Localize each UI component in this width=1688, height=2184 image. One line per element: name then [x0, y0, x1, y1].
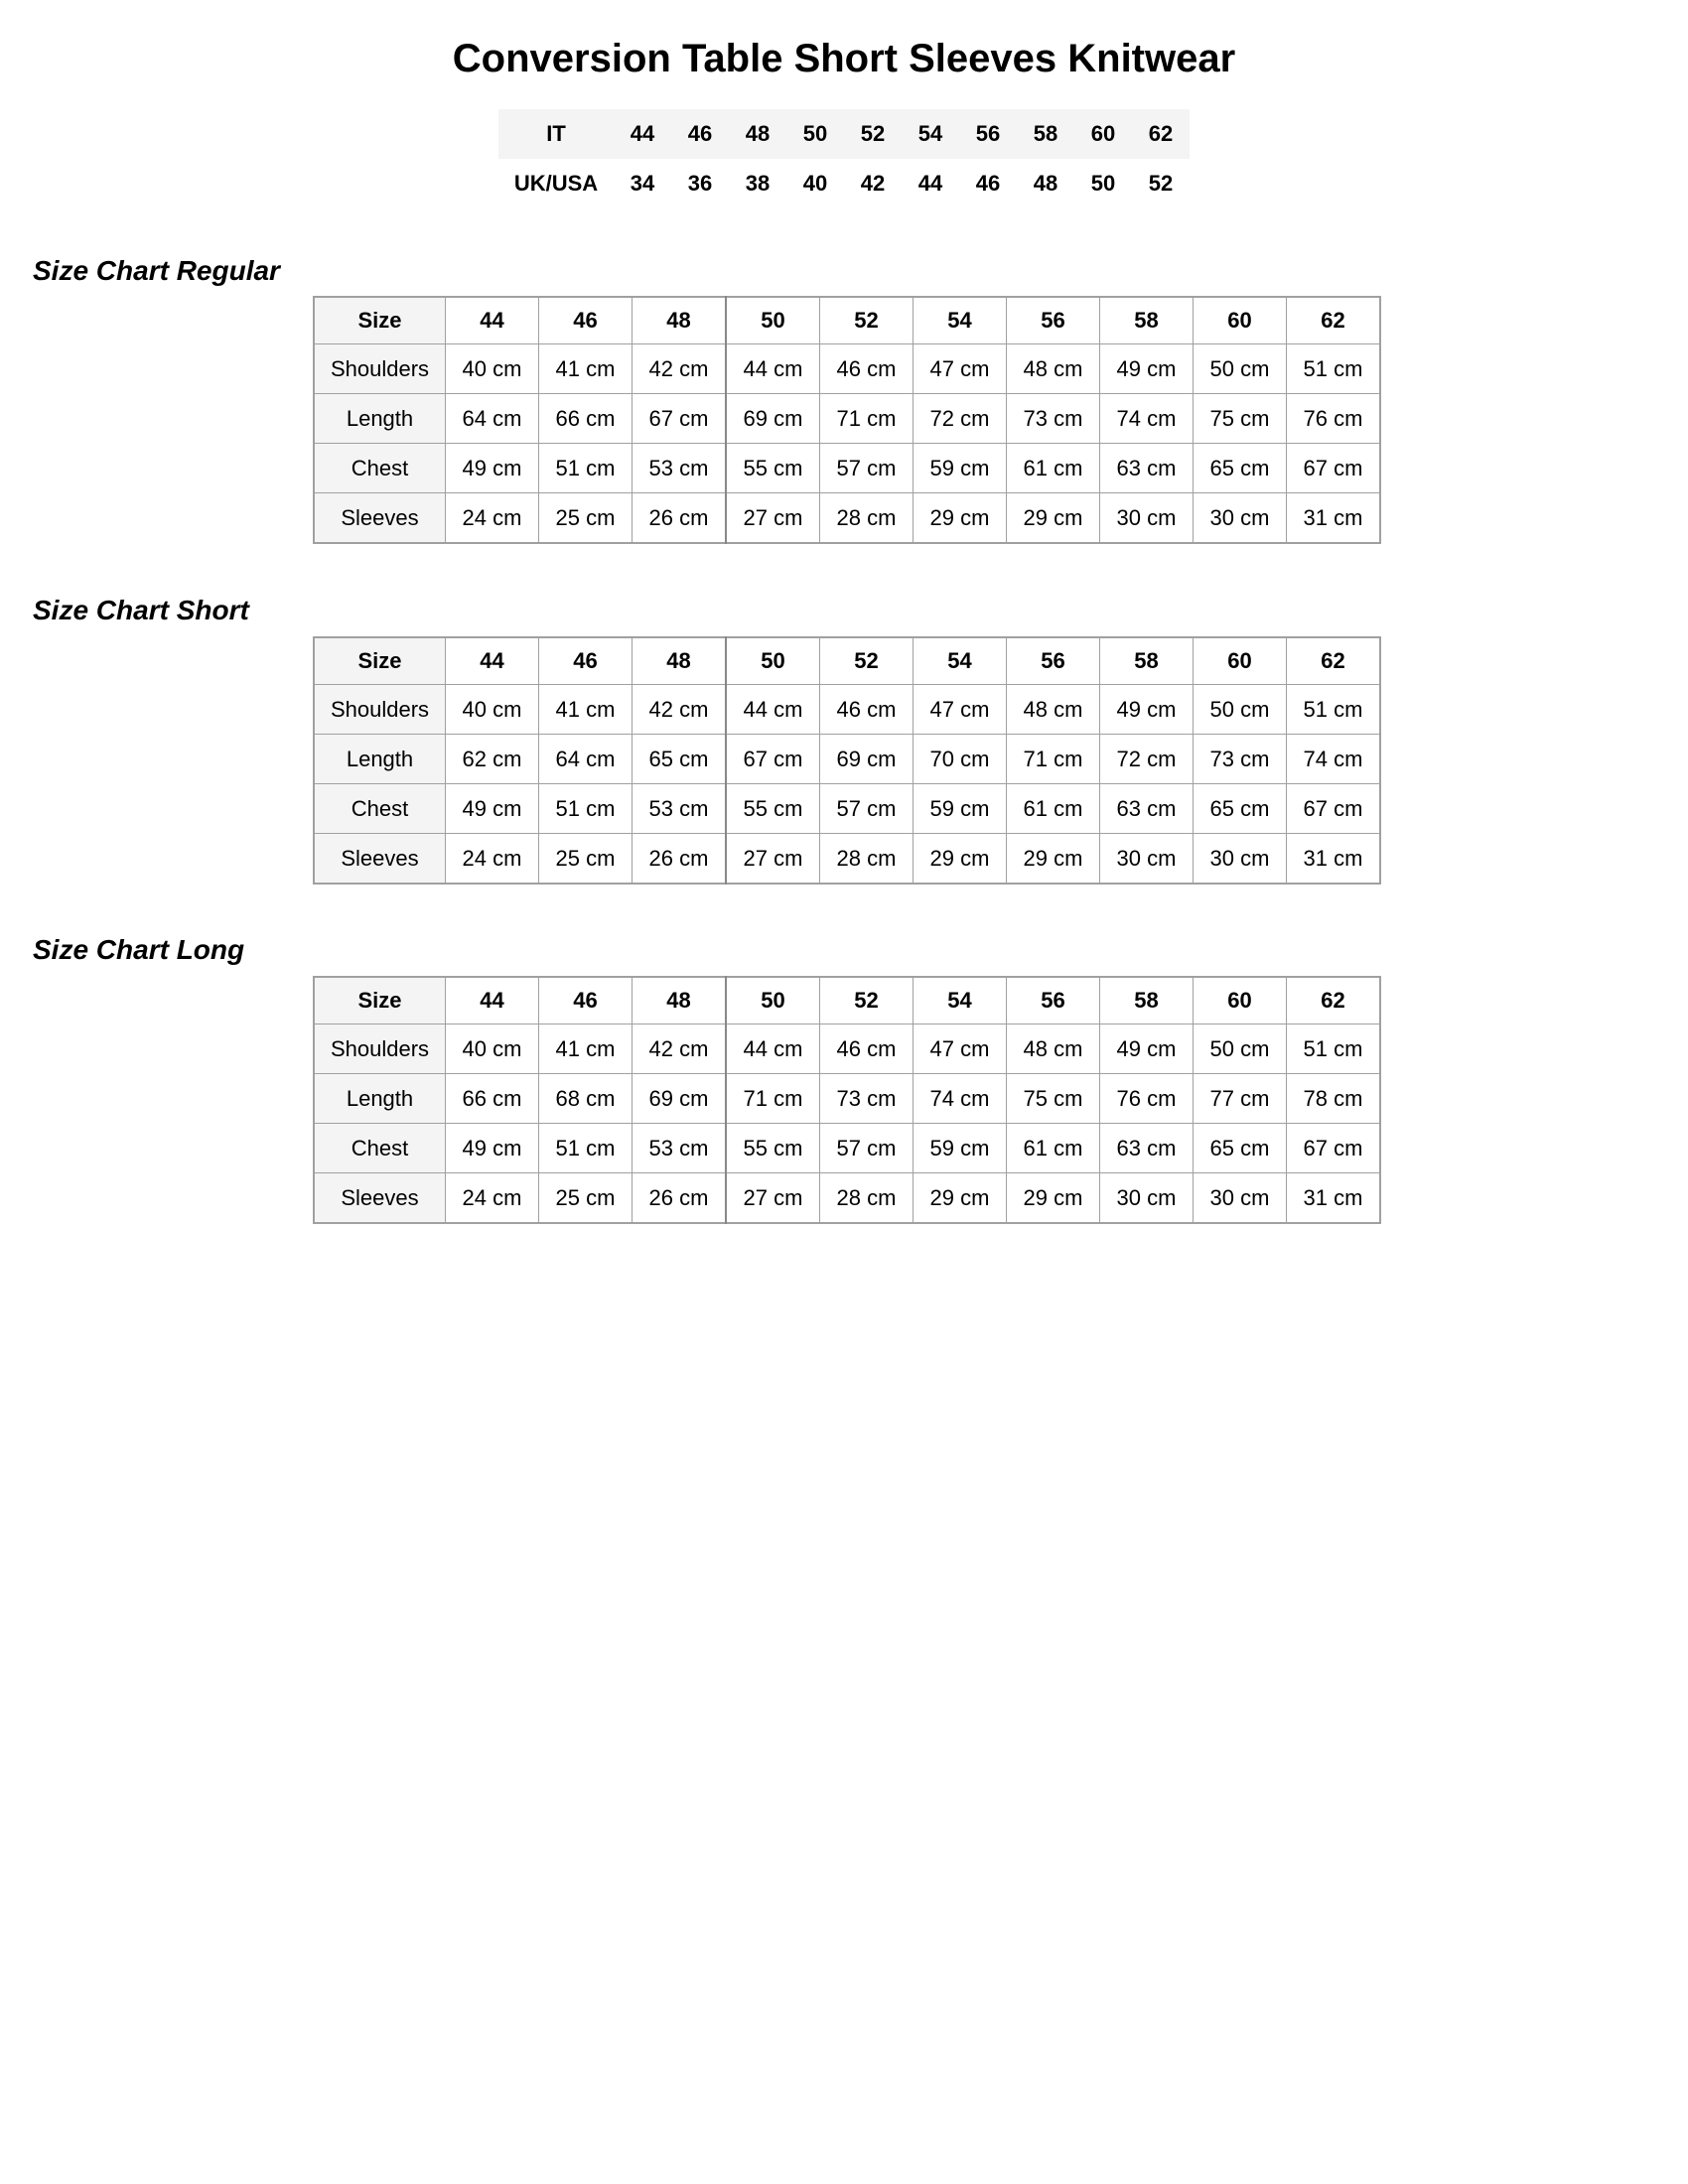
measurement-cell: 29 cm [914, 834, 1007, 885]
measurement-cell: 27 cm [726, 834, 820, 885]
measurement-cell: 73 cm [1007, 394, 1100, 444]
measurement-cell: 28 cm [820, 493, 914, 544]
measurement-cell: 29 cm [1007, 1173, 1100, 1224]
measurement-cell: 59 cm [914, 444, 1007, 493]
measurement-cell: 25 cm [539, 1173, 633, 1224]
measurement-cell: 24 cm [446, 493, 539, 544]
measurement-cell: 74 cm [1287, 735, 1381, 784]
measurement-cell: 47 cm [914, 685, 1007, 735]
measurement-cell: 55 cm [726, 444, 820, 493]
measurement-cell: 40 cm [446, 344, 539, 394]
row-label: Chest [314, 784, 446, 834]
conversion-cell: 44 [614, 109, 671, 159]
measurement-cell: 49 cm [446, 784, 539, 834]
header-size-cell: 60 [1194, 297, 1287, 344]
measurement-cell: 44 cm [726, 1024, 820, 1074]
row-label: Length [314, 735, 446, 784]
header-size-cell: 44 [446, 297, 539, 344]
measurement-cell: 49 cm [446, 1124, 539, 1173]
conversion-label-uk: UK/USA [498, 159, 614, 208]
measurement-cell: 51 cm [539, 444, 633, 493]
measurement-cell: 30 cm [1194, 834, 1287, 885]
row-label: Sleeves [314, 1173, 446, 1224]
header-size-cell: 60 [1194, 637, 1287, 685]
page-title: Conversion Table Short Sleeves Knitwear [452, 37, 1236, 80]
size-chart-long [313, 976, 1381, 1224]
measurement-cell: 24 cm [446, 1173, 539, 1224]
section-title-regular: Size Chart Regular [33, 255, 280, 286]
table-row [314, 493, 1380, 544]
measurement-cell: 76 cm [1100, 1074, 1194, 1124]
measurement-cell: 48 cm [1007, 685, 1100, 735]
header-size-cell: 48 [633, 637, 727, 685]
conversion-cell: 46 [671, 109, 729, 159]
measurement-cell: 74 cm [1100, 394, 1194, 444]
header-size-cell: 48 [633, 297, 727, 344]
measurement-cell: 61 cm [1007, 444, 1100, 493]
measurement-cell: 42 cm [633, 1024, 727, 1074]
header-size-cell: 44 [446, 977, 539, 1024]
header-size-cell: 52 [820, 637, 914, 685]
measurement-cell: 51 cm [1287, 344, 1381, 394]
table-header-row [314, 977, 1380, 1024]
measurement-cell: 63 cm [1100, 784, 1194, 834]
table-row [314, 834, 1380, 885]
measurement-cell: 57 cm [820, 784, 914, 834]
header-size-cell: 58 [1100, 297, 1194, 344]
header-size-cell: 48 [633, 977, 727, 1024]
conversion-cell: 56 [959, 109, 1017, 159]
measurement-cell: 67 cm [633, 394, 727, 444]
measurement-cell: 65 cm [633, 735, 727, 784]
header-size-cell: 50 [726, 977, 820, 1024]
measurement-cell: 30 cm [1100, 493, 1194, 544]
measurement-cell: 57 cm [820, 444, 914, 493]
measurement-cell: 55 cm [726, 1124, 820, 1173]
section-title-short: Size Chart Short [33, 595, 249, 625]
conversion-table [498, 109, 1190, 208]
header-size-cell: 58 [1100, 637, 1194, 685]
measurement-cell: 46 cm [820, 1024, 914, 1074]
measurement-cell: 69 cm [726, 394, 820, 444]
measurement-cell: 46 cm [820, 344, 914, 394]
row-label: Chest [314, 1124, 446, 1173]
conversion-row-it [498, 109, 1190, 159]
header-size-cell: 54 [914, 637, 1007, 685]
measurement-cell: 30 cm [1100, 834, 1194, 885]
measurement-cell: 64 cm [446, 394, 539, 444]
conversion-cell: 50 [786, 109, 844, 159]
row-label: Sleeves [314, 493, 446, 544]
conversion-cell: 44 [902, 159, 959, 208]
conversion-cell: 34 [614, 159, 671, 208]
measurement-cell: 64 cm [539, 735, 633, 784]
header-size-cell: 54 [914, 977, 1007, 1024]
measurement-cell: 76 cm [1287, 394, 1381, 444]
table-row [314, 685, 1380, 735]
measurement-cell: 51 cm [1287, 1024, 1381, 1074]
row-label: Shoulders [314, 685, 446, 735]
table-row [314, 1124, 1380, 1173]
header-size-cell: 52 [820, 977, 914, 1024]
measurement-cell: 71 cm [820, 394, 914, 444]
measurement-cell: 26 cm [633, 493, 727, 544]
header-size-cell: 50 [726, 637, 820, 685]
conversion-cell: 38 [729, 159, 786, 208]
measurement-cell: 75 cm [1007, 1074, 1100, 1124]
measurement-cell: 44 cm [726, 685, 820, 735]
measurement-cell: 29 cm [1007, 834, 1100, 885]
measurement-cell: 71 cm [726, 1074, 820, 1124]
conversion-label-it: IT [498, 109, 614, 159]
header-size-cell: 46 [539, 637, 633, 685]
conversion-cell: 50 [1074, 159, 1132, 208]
measurement-cell: 50 cm [1194, 1024, 1287, 1074]
table-row [314, 1173, 1380, 1224]
header-size-cell: 46 [539, 297, 633, 344]
size-chart-regular [313, 296, 1381, 544]
measurement-cell: 69 cm [820, 735, 914, 784]
header-size-label: Size [314, 637, 446, 685]
measurement-cell: 70 cm [914, 735, 1007, 784]
header-size-cell: 52 [820, 297, 914, 344]
measurement-cell: 26 cm [633, 1173, 727, 1224]
row-label: Shoulders [314, 344, 446, 394]
table-row [314, 1074, 1380, 1124]
conversion-cell: 46 [959, 159, 1017, 208]
measurement-cell: 44 cm [726, 344, 820, 394]
row-label: Length [314, 1074, 446, 1124]
measurement-cell: 59 cm [914, 784, 1007, 834]
measurement-cell: 31 cm [1287, 493, 1381, 544]
measurement-cell: 42 cm [633, 344, 727, 394]
measurement-cell: 57 cm [820, 1124, 914, 1173]
measurement-cell: 65 cm [1194, 444, 1287, 493]
table-row [314, 784, 1380, 834]
measurement-cell: 29 cm [1007, 493, 1100, 544]
measurement-cell: 31 cm [1287, 834, 1381, 885]
measurement-cell: 75 cm [1194, 394, 1287, 444]
table-row [314, 344, 1380, 394]
measurement-cell: 53 cm [633, 444, 727, 493]
measurement-cell: 49 cm [1100, 685, 1194, 735]
measurement-cell: 63 cm [1100, 444, 1194, 493]
header-size-cell: 60 [1194, 977, 1287, 1024]
measurement-cell: 29 cm [914, 1173, 1007, 1224]
measurement-cell: 68 cm [539, 1074, 633, 1124]
conversion-cell: 42 [844, 159, 902, 208]
measurement-cell: 61 cm [1007, 1124, 1100, 1173]
measurement-cell: 71 cm [1007, 735, 1100, 784]
table-header-row [314, 297, 1380, 344]
measurement-cell: 25 cm [539, 493, 633, 544]
measurement-cell: 49 cm [446, 444, 539, 493]
measurement-cell: 50 cm [1194, 685, 1287, 735]
measurement-cell: 51 cm [539, 784, 633, 834]
measurement-cell: 67 cm [1287, 784, 1381, 834]
row-label: Shoulders [314, 1024, 446, 1074]
header-size-cell: 62 [1287, 297, 1381, 344]
table-header-row [314, 637, 1380, 685]
row-label: Length [314, 394, 446, 444]
measurement-cell: 63 cm [1100, 1124, 1194, 1173]
conversion-cell: 52 [1132, 159, 1190, 208]
measurement-cell: 41 cm [539, 344, 633, 394]
header-size-cell: 54 [914, 297, 1007, 344]
row-label: Sleeves [314, 834, 446, 885]
measurement-cell: 29 cm [914, 493, 1007, 544]
measurement-cell: 73 cm [1194, 735, 1287, 784]
measurement-cell: 28 cm [820, 1173, 914, 1224]
measurement-cell: 72 cm [1100, 735, 1194, 784]
conversion-cell: 54 [902, 109, 959, 159]
measurement-cell: 30 cm [1194, 493, 1287, 544]
table-row [314, 394, 1380, 444]
measurement-cell: 53 cm [633, 784, 727, 834]
conversion-cell: 48 [729, 109, 786, 159]
header-size-cell: 62 [1287, 637, 1381, 685]
measurement-cell: 74 cm [914, 1074, 1007, 1124]
measurement-cell: 77 cm [1194, 1074, 1287, 1124]
header-size-cell: 46 [539, 977, 633, 1024]
measurement-cell: 46 cm [820, 685, 914, 735]
measurement-cell: 66 cm [539, 394, 633, 444]
table-row [314, 444, 1380, 493]
header-size-label: Size [314, 297, 446, 344]
measurement-cell: 30 cm [1100, 1173, 1194, 1224]
measurement-cell: 59 cm [914, 1124, 1007, 1173]
measurement-cell: 53 cm [633, 1124, 727, 1173]
header-size-cell: 44 [446, 637, 539, 685]
conversion-cell: 60 [1074, 109, 1132, 159]
header-size-cell: 62 [1287, 977, 1381, 1024]
measurement-cell: 73 cm [820, 1074, 914, 1124]
table-row [314, 1024, 1380, 1074]
measurement-cell: 26 cm [633, 834, 727, 885]
conversion-cell: 52 [844, 109, 902, 159]
header-size-cell: 50 [726, 297, 820, 344]
table-row [314, 735, 1380, 784]
measurement-cell: 27 cm [726, 1173, 820, 1224]
measurement-cell: 55 cm [726, 784, 820, 834]
measurement-cell: 30 cm [1194, 1173, 1287, 1224]
header-size-cell: 56 [1007, 977, 1100, 1024]
measurement-cell: 25 cm [539, 834, 633, 885]
row-label: Chest [314, 444, 446, 493]
measurement-cell: 51 cm [1287, 685, 1381, 735]
measurement-cell: 78 cm [1287, 1074, 1381, 1124]
measurement-cell: 40 cm [446, 1024, 539, 1074]
measurement-cell: 50 cm [1194, 344, 1287, 394]
measurement-cell: 27 cm [726, 493, 820, 544]
conversion-cell: 40 [786, 159, 844, 208]
measurement-cell: 65 cm [1194, 784, 1287, 834]
measurement-cell: 72 cm [914, 394, 1007, 444]
conversion-cell: 62 [1132, 109, 1190, 159]
size-chart-short [313, 636, 1381, 885]
measurement-cell: 49 cm [1100, 344, 1194, 394]
measurement-cell: 47 cm [914, 344, 1007, 394]
header-size-cell: 56 [1007, 637, 1100, 685]
measurement-cell: 67 cm [1287, 444, 1381, 493]
measurement-cell: 47 cm [914, 1024, 1007, 1074]
header-size-cell: 58 [1100, 977, 1194, 1024]
conversion-row-uk [498, 159, 1190, 208]
measurement-cell: 67 cm [726, 735, 820, 784]
section-title-long: Size Chart Long [33, 934, 245, 965]
measurement-cell: 24 cm [446, 834, 539, 885]
conversion-cell: 36 [671, 159, 729, 208]
measurement-cell: 67 cm [1287, 1124, 1381, 1173]
measurement-cell: 28 cm [820, 834, 914, 885]
measurement-cell: 66 cm [446, 1074, 539, 1124]
measurement-cell: 41 cm [539, 1024, 633, 1074]
measurement-cell: 48 cm [1007, 1024, 1100, 1074]
measurement-cell: 31 cm [1287, 1173, 1381, 1224]
measurement-cell: 65 cm [1194, 1124, 1287, 1173]
measurement-cell: 40 cm [446, 685, 539, 735]
header-size-cell: 56 [1007, 297, 1100, 344]
measurement-cell: 49 cm [1100, 1024, 1194, 1074]
measurement-cell: 62 cm [446, 735, 539, 784]
conversion-cell: 48 [1017, 159, 1074, 208]
measurement-cell: 69 cm [633, 1074, 727, 1124]
measurement-cell: 61 cm [1007, 784, 1100, 834]
header-size-label: Size [314, 977, 446, 1024]
measurement-cell: 51 cm [539, 1124, 633, 1173]
conversion-cell: 58 [1017, 109, 1074, 159]
measurement-cell: 41 cm [539, 685, 633, 735]
measurement-cell: 42 cm [633, 685, 727, 735]
measurement-cell: 48 cm [1007, 344, 1100, 394]
